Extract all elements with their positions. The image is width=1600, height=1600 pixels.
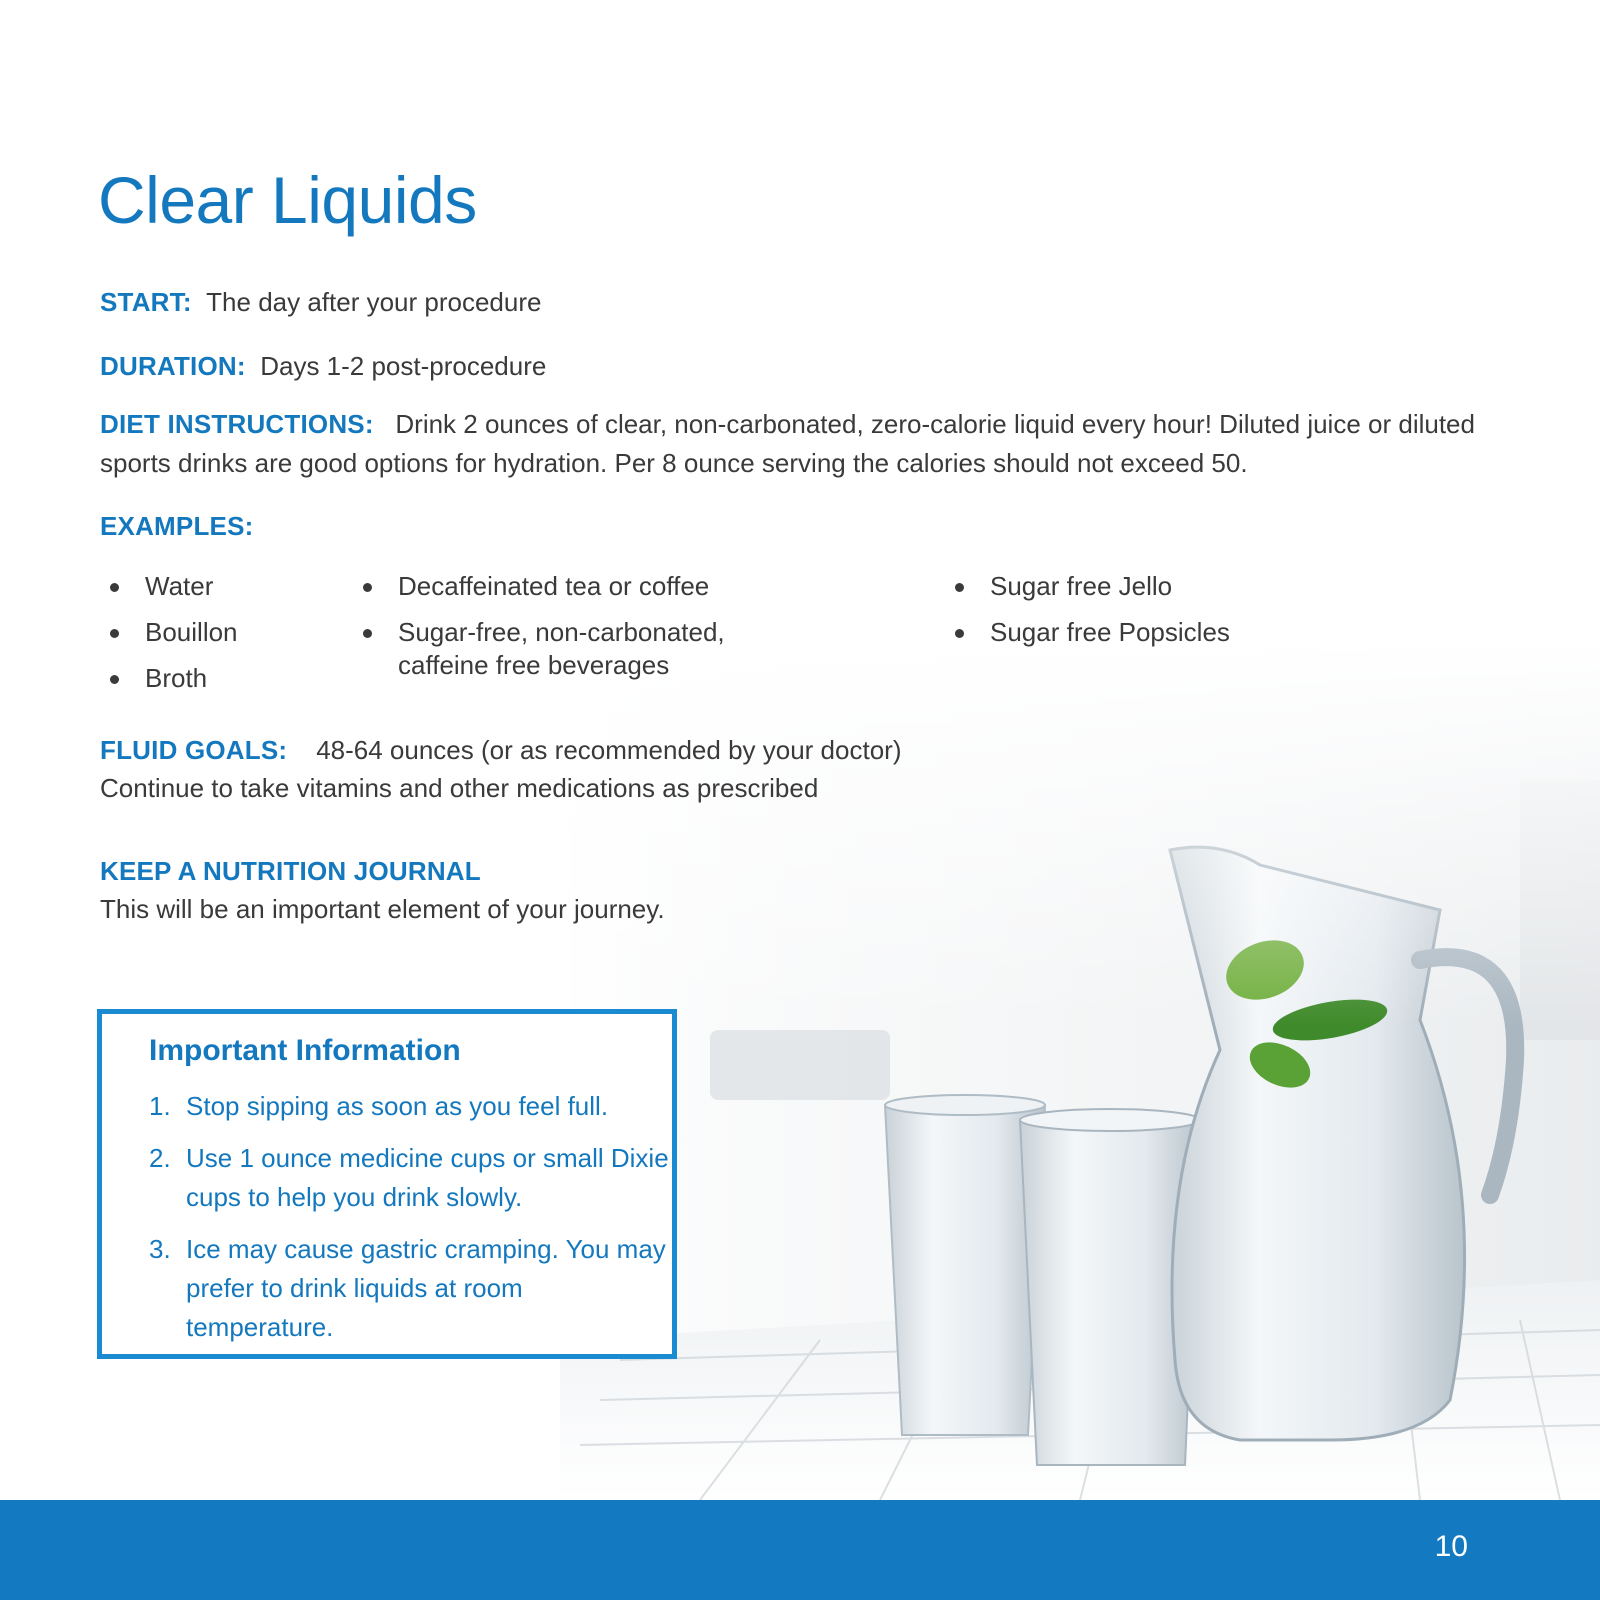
list-item (149, 1230, 669, 1347)
journal-label: KEEP A NUTRITION JOURNAL (100, 856, 481, 886)
bullet-icon (955, 629, 964, 638)
info-text: Stop sipping as soon as you feel full. (186, 1091, 609, 1121)
start-row (100, 283, 541, 322)
diet-label: DIET INSTRUCTIONS: (100, 409, 374, 439)
info-text: Ice may cause gastric cramping. You may prefer to drink liquids at room temperature. (186, 1234, 666, 1342)
examples-list-2 (356, 570, 776, 695)
list-item (103, 662, 238, 695)
example-bouillon: Bouillon (145, 617, 238, 647)
fluid-note: Continue to take vitamins and other medications as prescribed (100, 773, 819, 803)
duration-row (100, 347, 546, 386)
info-number: 2. (149, 1143, 171, 1173)
page-title: Clear Liquids (98, 163, 477, 237)
fluid-value: 48-64 ounces (or as recommended by your doctor) (316, 735, 902, 765)
example-sugar-free-beverages: Sugar-free, non-carbonated, caffeine free beverages (398, 617, 725, 680)
start-label: START: (100, 287, 192, 317)
duration-value: Days 1-2 post-procedure (260, 351, 547, 381)
example-decaf: Decaffeinated tea or coffee (398, 571, 710, 601)
info-number: 3. (149, 1234, 171, 1264)
diet-instructions (100, 405, 1500, 483)
list-item (948, 570, 1230, 603)
list-item (356, 570, 776, 603)
list-item (356, 616, 776, 682)
bullet-icon (110, 629, 119, 638)
example-jello: Sugar free Jello (990, 571, 1173, 601)
start-value: The day after your procedure (206, 287, 542, 317)
info-number: 1. (149, 1091, 171, 1121)
example-water: Water (145, 571, 214, 601)
diet-value: Drink 2 ounces of clear, non-carbonated, zero-calorie liquid every hour! Diluted juice or diluted sports drinks are good options for hydration. Per 8 ounce serving the calories should not exceed 50. (100, 409, 1475, 478)
examples-list-3 (948, 570, 1230, 662)
list-item (103, 616, 238, 649)
important-info-box (97, 1009, 677, 1359)
footer-bar (0, 1500, 1600, 1600)
bullet-icon (363, 629, 372, 638)
list-item (948, 616, 1230, 649)
list-item (149, 1087, 669, 1126)
fluid-label: FLUID GOALS: (100, 735, 288, 765)
list-item (103, 570, 238, 603)
journal-text: This will be an important element of your journey. (100, 894, 665, 924)
fluid-goals-row (100, 731, 901, 770)
bullet-icon (110, 583, 119, 592)
examples-label: EXAMPLES: (100, 511, 254, 541)
bullet-icon (955, 583, 964, 592)
info-list (149, 1087, 669, 1360)
examples-list-1 (103, 570, 238, 708)
example-broth: Broth (145, 663, 208, 693)
bullet-icon (363, 583, 372, 592)
info-title: Important Information (149, 1034, 461, 1067)
bullet-icon (110, 675, 119, 684)
list-item (149, 1139, 669, 1217)
duration-label: DURATION: (100, 351, 246, 381)
page-number: 10 (1434, 1530, 1468, 1563)
info-text: Use 1 ounce medicine cups or small Dixie cups to help you drink slowly. (186, 1143, 669, 1212)
example-popsicles: Sugar free Popsicles (990, 617, 1230, 647)
